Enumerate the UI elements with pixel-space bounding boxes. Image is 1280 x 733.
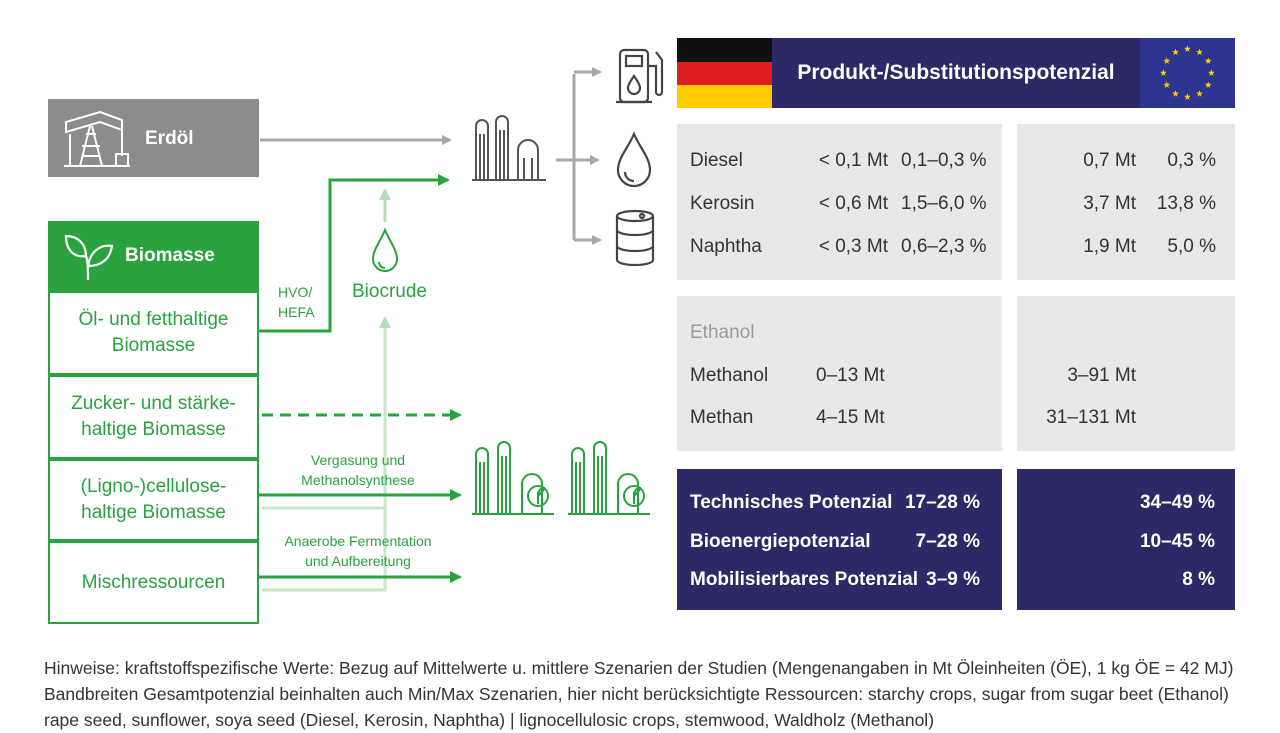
- potential-eu: 8 %: [1182, 569, 1215, 590]
- oil-drop-icon: [612, 130, 656, 192]
- potential-eu: 34–49 %: [1139, 492, 1215, 513]
- chem-eu-mt: 3–91 Mt: [1067, 365, 1136, 386]
- refinery-icon: [468, 112, 550, 184]
- footnote-line: rape seed, sunflower, soya seed (Diesel, Kerosin, Naphtha) | lignocellulosic crops, stemwood, Waldholz (Methanol): [44, 710, 935, 730]
- bio-refinery-icon: [470, 438, 556, 518]
- fuel-name: Diesel: [690, 150, 743, 171]
- anaerob-line2: und Aufbereitung: [305, 553, 411, 569]
- potential-de: 17–28 %: [904, 492, 980, 513]
- hvo-line2: HEFA: [278, 304, 315, 320]
- fuel-pump-icon: [612, 44, 668, 106]
- potential-de: 3–9 %: [926, 569, 980, 590]
- fuel-eu-mt: 0,7 Mt: [1083, 150, 1136, 171]
- fuel-de-mt: < 0,6 Mt: [818, 193, 888, 214]
- fuel-eu-mt: 1,9 Mt: [1083, 236, 1136, 257]
- chem-de-mt: 4–15 Mt: [816, 407, 885, 428]
- biocrude-drop-icon: [368, 226, 402, 276]
- biomasse-label: Biomasse: [125, 245, 215, 266]
- fuel-name: Kerosin: [690, 193, 755, 214]
- vergasung-label: [287, 450, 429, 490]
- germany-flag-icon: [677, 38, 772, 108]
- chem-name: Ethanol: [690, 322, 755, 343]
- fuel-de-pct: 0,6–2,3 %: [901, 236, 987, 257]
- chem-de-mt: 0–13 Mt: [816, 365, 885, 386]
- potential-title: Produkt-/Substitutionspotenzial: [772, 38, 1140, 108]
- anaerob-line1: Anaerobe Fermentation: [284, 533, 432, 549]
- footnote-line: Bandbreiten Gesamtpotenzial beinhalten auch Min/Max Szenarien, hier nicht berücksichtigte Ressourcen: starchy crops, sugar from sugar beet (Ethanol): [44, 684, 1229, 704]
- chem-name: Methanol: [690, 365, 769, 386]
- fuel-eu-pct: 0,3 %: [1167, 150, 1216, 171]
- bio-refinery-icon-2: [566, 438, 652, 518]
- anaerob-label: [277, 531, 439, 571]
- erdoel-label: Erdöl: [145, 128, 194, 149]
- eu-flag-icon: [1140, 38, 1235, 108]
- potential-name: Mobilisierbares Potenzial: [690, 569, 919, 590]
- fuel-de-pct: 0,1–0,3 %: [901, 150, 987, 171]
- biomass-sugar-starch-line2: haltige Biomasse: [81, 419, 226, 440]
- vergasung-line1: Vergasung und: [310, 452, 406, 468]
- biomass-mixed-resources-label: Mischressourcen: [81, 571, 226, 593]
- biocrude-label: Biocrude: [352, 281, 427, 302]
- potential-name: Technisches Potenzial: [690, 492, 893, 513]
- biomass-lignocellulose-line2: haltige Biomasse: [81, 502, 226, 523]
- chem-eu-mt: 31–131 Mt: [1046, 407, 1136, 428]
- footnote-line: Hinweise: kraftstoffspezifische Werte: Bezug auf Mittelwerte u. mittlere Szenarien der Studien (Mengenangaben in Mt Öleinheiten (ÖE), 1 kg ÖE = 42 MJ): [44, 658, 1234, 678]
- biomass-lignocellulose-line1: (Ligno-)cellulose-: [80, 476, 227, 497]
- hvo-label: [278, 282, 315, 322]
- fuel-de-pct: 1,5–6,0 %: [901, 193, 987, 214]
- biomass-oil-fat-line2: Biomasse: [111, 335, 196, 356]
- fuel-eu-pct: 5,0 %: [1167, 236, 1216, 257]
- potential-eu: 10–45 %: [1139, 531, 1215, 552]
- fuel-eu-pct: 13,8 %: [1156, 193, 1216, 214]
- biomass-oil-fat-line1: Öl- und fetthaltige: [78, 309, 229, 330]
- vergasung-line2: Methanolsynthese: [301, 472, 415, 488]
- footnotes: [44, 655, 1264, 733]
- potential-de: 7–28 %: [915, 531, 980, 552]
- potential-name: Bioenergiepotenzial: [690, 531, 871, 552]
- hvo-line1: HVO/: [278, 284, 313, 300]
- biomass-sugar-starch-line1: Zucker- und stärke-: [71, 393, 236, 414]
- fuel-de-mt: < 0,1 Mt: [818, 150, 888, 171]
- fuel-de-mt: < 0,3 Mt: [818, 236, 888, 257]
- chem-name: Methan: [690, 407, 754, 428]
- fuel-eu-mt: 3,7 Mt: [1083, 193, 1136, 214]
- barrel-icon: [612, 208, 658, 268]
- fuel-name: Naphtha: [690, 236, 762, 257]
